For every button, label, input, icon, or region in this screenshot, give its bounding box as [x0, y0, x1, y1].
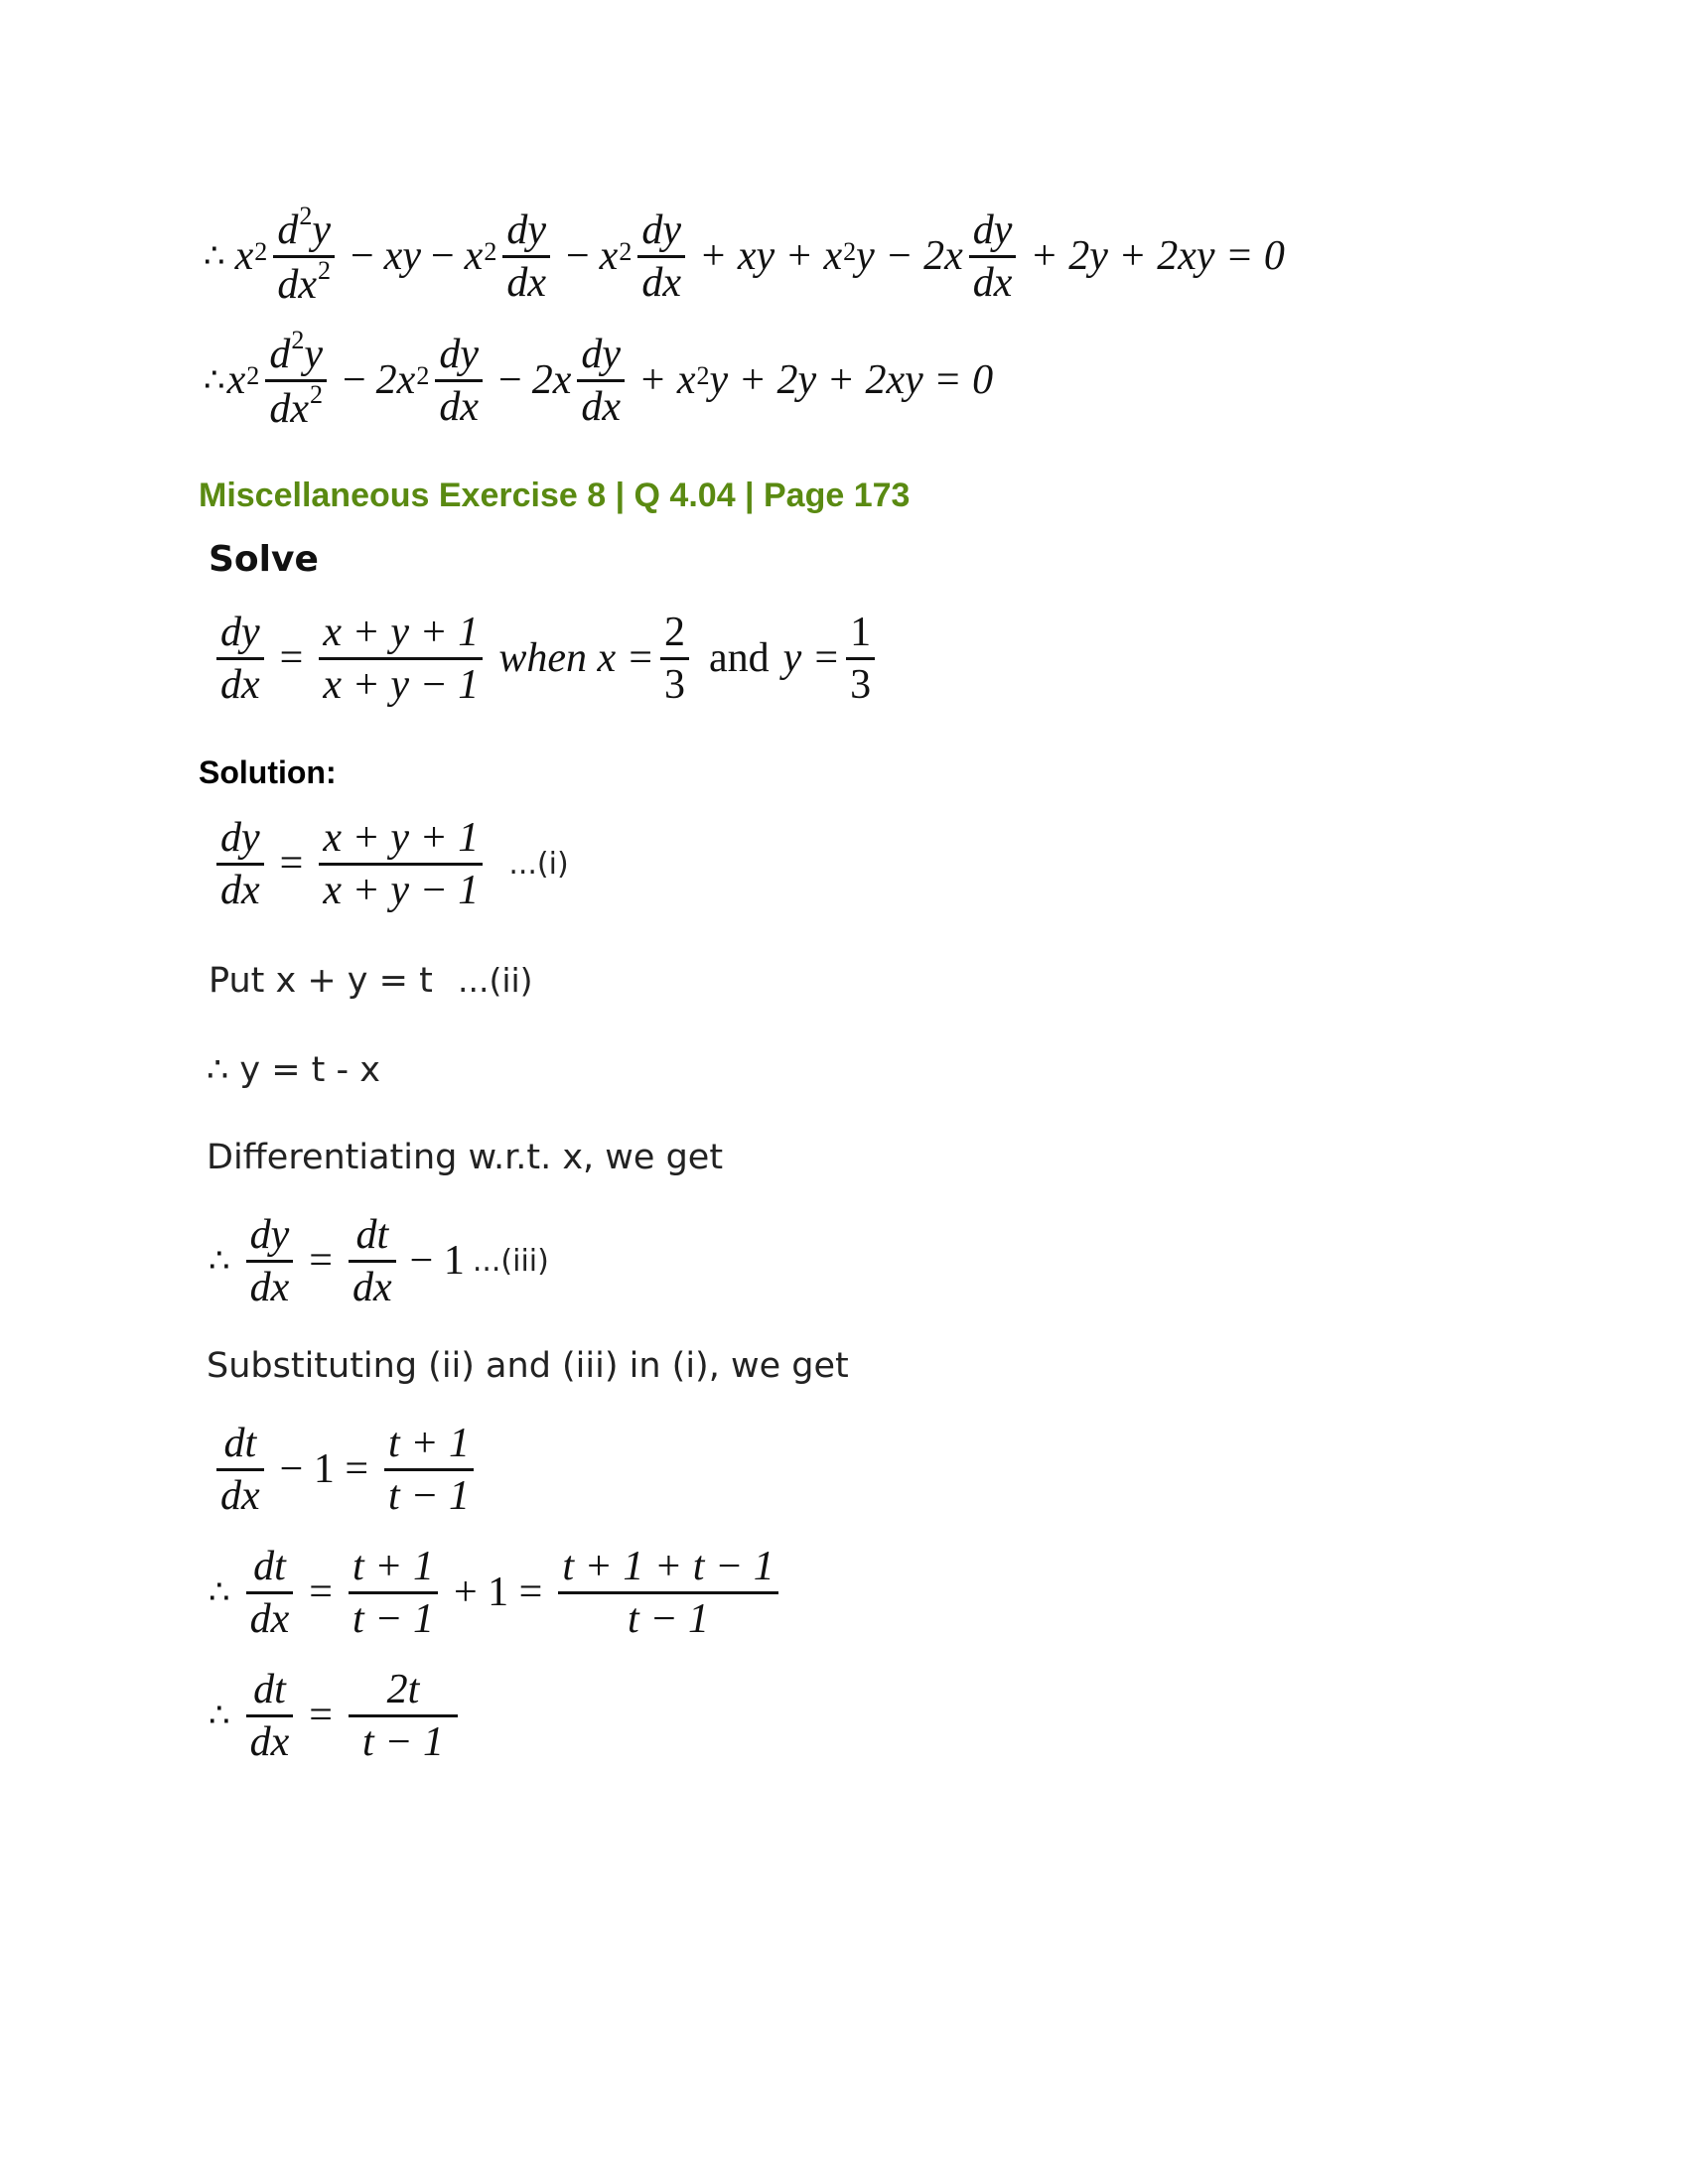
- equals-sign: =: [309, 1693, 333, 1739]
- exponent: 2: [619, 237, 633, 267]
- term: dy: [972, 207, 1013, 253]
- numerator: x + y + 1: [323, 815, 480, 861]
- fraction-bar: [216, 1468, 264, 1471]
- fraction-bar: [384, 1468, 474, 1471]
- exponent: 2: [309, 379, 323, 409]
- term: x: [396, 357, 416, 404]
- condition-text: y =: [782, 635, 841, 682]
- equation-tag: ...(ii): [457, 961, 533, 1000]
- term: + 1 =: [454, 1570, 543, 1616]
- denominator: dx: [249, 1264, 290, 1310]
- numerator: dt: [253, 1667, 286, 1712]
- term: y: [312, 207, 331, 253]
- term: y: [304, 332, 323, 377]
- fraction-bar: [349, 1714, 458, 1717]
- operator: −: [430, 233, 455, 280]
- solution-step-8: [209, 1545, 784, 1641]
- numerator: dt: [355, 1212, 389, 1258]
- fraction-bar: [349, 1260, 396, 1263]
- fraction-d2y-dx2: [273, 202, 335, 308]
- denominator: x + y − 1: [323, 661, 480, 708]
- solution-step-4: Differentiating w.r.t. x, we get: [207, 1138, 724, 1177]
- solution-step-5: [209, 1213, 549, 1309]
- fraction-dy-dx: [502, 208, 550, 305]
- fraction-bar: [216, 657, 264, 660]
- fraction-bar: [660, 657, 689, 660]
- solution-step-1: [211, 816, 569, 912]
- numerator: 2: [663, 610, 685, 655]
- fraction-rhs: [558, 1545, 777, 1641]
- term: dx: [277, 261, 317, 308]
- fraction-bar: [435, 379, 483, 382]
- numerator: t + 1 + t − 1: [562, 1544, 774, 1589]
- denominator: t − 1: [352, 1595, 434, 1642]
- term: − 1: [409, 1238, 465, 1285]
- numerator: dt: [253, 1544, 286, 1589]
- equation-tag: ...(i): [508, 846, 569, 882]
- term: + xy + x: [699, 233, 843, 280]
- fraction-rhs: [384, 1422, 474, 1518]
- term: d: [269, 332, 291, 377]
- solution-step-6: Substituting (ii) and (iii) in (i), we get: [207, 1346, 849, 1386]
- term: x: [599, 233, 619, 280]
- denominator: dx: [249, 1718, 290, 1765]
- term: dy: [641, 207, 681, 253]
- fraction-bar: [319, 657, 483, 660]
- fraction-dt-dx: [216, 1422, 264, 1518]
- term: dx: [506, 259, 546, 306]
- term: − 1 =: [279, 1446, 369, 1493]
- exponent: 2: [299, 202, 313, 231]
- numerator: dy: [249, 1212, 290, 1258]
- fraction-y-value: [846, 611, 875, 707]
- step-text: Put x + y = t: [209, 961, 433, 1001]
- fraction-dy-dx: [435, 333, 483, 429]
- fraction-bar: [246, 1714, 294, 1717]
- fraction-x-value: [660, 611, 689, 707]
- fraction-dy-dx: [969, 208, 1017, 305]
- numerator: x + y + 1: [323, 610, 480, 655]
- numerator: 1: [850, 610, 872, 655]
- term: x: [552, 357, 572, 404]
- denominator: dx: [220, 867, 260, 913]
- fraction-dy-dx: [637, 208, 685, 305]
- solution-step-2: [209, 961, 533, 1001]
- condition-text: when x =: [498, 635, 654, 682]
- denominator: t − 1: [388, 1472, 471, 1519]
- term: x: [464, 233, 484, 280]
- operator: −: [342, 357, 366, 404]
- denominator: t − 1: [628, 1595, 710, 1642]
- operator: −: [498, 357, 522, 404]
- fraction-dy-dx: [577, 333, 625, 429]
- equals-sign: =: [279, 841, 304, 887]
- fraction-bar: [969, 255, 1017, 258]
- therefore-symbol: ∴: [209, 1698, 230, 1735]
- fraction-rhs: [319, 816, 483, 912]
- solution-step-3: ∴ y = t - x: [207, 1050, 380, 1090]
- term: dx: [581, 383, 621, 430]
- equation-tag: ...(iii): [472, 1243, 549, 1279]
- therefore-symbol: ∴: [204, 238, 225, 276]
- question-instruction: Solve: [209, 539, 319, 580]
- numerator: dy: [220, 815, 260, 861]
- solution-step-9: [209, 1668, 464, 1764]
- fraction-rhs: [349, 1668, 458, 1764]
- term: y + 2y + 2xy = 0: [709, 357, 994, 404]
- fraction-bar: [846, 657, 875, 660]
- fraction-dy-dx: [216, 611, 264, 707]
- fraction-bar: [577, 379, 625, 382]
- therefore-symbol: ∴: [209, 1574, 230, 1612]
- term: d: [277, 207, 299, 253]
- equation-continuation-2: ∴ x 2 $\frac{d^2y}{dx^2}$ − 2 x 2 $\frac{dy}{dx}$ − 2 x $\frac{dy}{dx}$ + x 2 y + 2y + 2xy = 0: [204, 326, 994, 432]
- equals-sign: =: [309, 1238, 333, 1285]
- fraction-dt-dx: [246, 1545, 294, 1641]
- term: xy: [383, 233, 421, 280]
- fraction-bar: [246, 1260, 294, 1263]
- fraction-bar: [349, 1591, 438, 1594]
- fraction-d2y-dx2: [265, 326, 327, 432]
- question-equation: [211, 611, 881, 707]
- therefore-symbol: ∴: [204, 362, 225, 400]
- denominator: dx: [220, 1472, 260, 1519]
- exponent: 2: [254, 237, 268, 267]
- fraction-mid: [349, 1545, 438, 1641]
- term: x: [226, 357, 246, 404]
- exponent: 2: [484, 237, 497, 267]
- equation-continuation-1: [204, 202, 1285, 308]
- fraction-rhs: [319, 611, 483, 707]
- denominator: dx: [352, 1264, 392, 1310]
- fraction-dy-dx: [216, 816, 264, 912]
- fraction-dt-dx: [246, 1668, 294, 1764]
- and-text: and: [708, 635, 770, 682]
- fraction-dt-dx: [349, 1213, 396, 1309]
- denominator: dx: [220, 661, 260, 708]
- denominator: 3: [850, 661, 872, 708]
- term: dy: [506, 207, 546, 253]
- term: dx: [641, 259, 681, 306]
- numerator: dt: [223, 1421, 257, 1466]
- solution-step-7: [211, 1422, 480, 1518]
- term: dx: [269, 385, 309, 432]
- term: x: [234, 233, 254, 280]
- exponent: 2: [246, 361, 260, 391]
- equals-sign: =: [279, 635, 304, 682]
- equals-sign: =: [309, 1570, 333, 1616]
- fraction-bar: [558, 1591, 777, 1594]
- denominator: t − 1: [361, 1718, 444, 1765]
- term: dx: [972, 259, 1013, 306]
- term: dy: [439, 332, 479, 377]
- fraction-bar: [246, 1591, 294, 1594]
- denominator: dx: [249, 1595, 290, 1642]
- term: + 2y + 2xy = 0: [1030, 233, 1285, 280]
- numerator: t + 1: [388, 1421, 471, 1466]
- exercise-heading: Miscellaneous Exercise 8 | Q 4.04 | Page 173: [199, 477, 911, 514]
- fraction-bar: [502, 255, 550, 258]
- therefore-symbol: ∴: [209, 1243, 230, 1281]
- term: dy: [581, 332, 621, 377]
- numerator: t + 1: [352, 1544, 434, 1589]
- term: y − 2x: [856, 233, 963, 280]
- exponent: 2: [843, 237, 857, 267]
- fraction-bar: [319, 863, 483, 866]
- denominator: x + y − 1: [323, 867, 480, 913]
- exponent: 2: [291, 326, 305, 355]
- solution-label: Solution:: [199, 754, 337, 790]
- term: + x: [638, 357, 696, 404]
- denominator: 3: [663, 661, 685, 708]
- numerator: dy: [220, 610, 260, 655]
- operator: −: [350, 233, 374, 280]
- exponent: 2: [416, 361, 430, 391]
- term: dx: [439, 383, 479, 430]
- numerator: 2t: [386, 1667, 420, 1712]
- fraction-bar: [216, 863, 264, 866]
- fraction-bar: [637, 255, 685, 258]
- operator: −: [565, 233, 590, 280]
- exponent: 2: [317, 255, 331, 285]
- fraction-dy-dx: [246, 1213, 294, 1309]
